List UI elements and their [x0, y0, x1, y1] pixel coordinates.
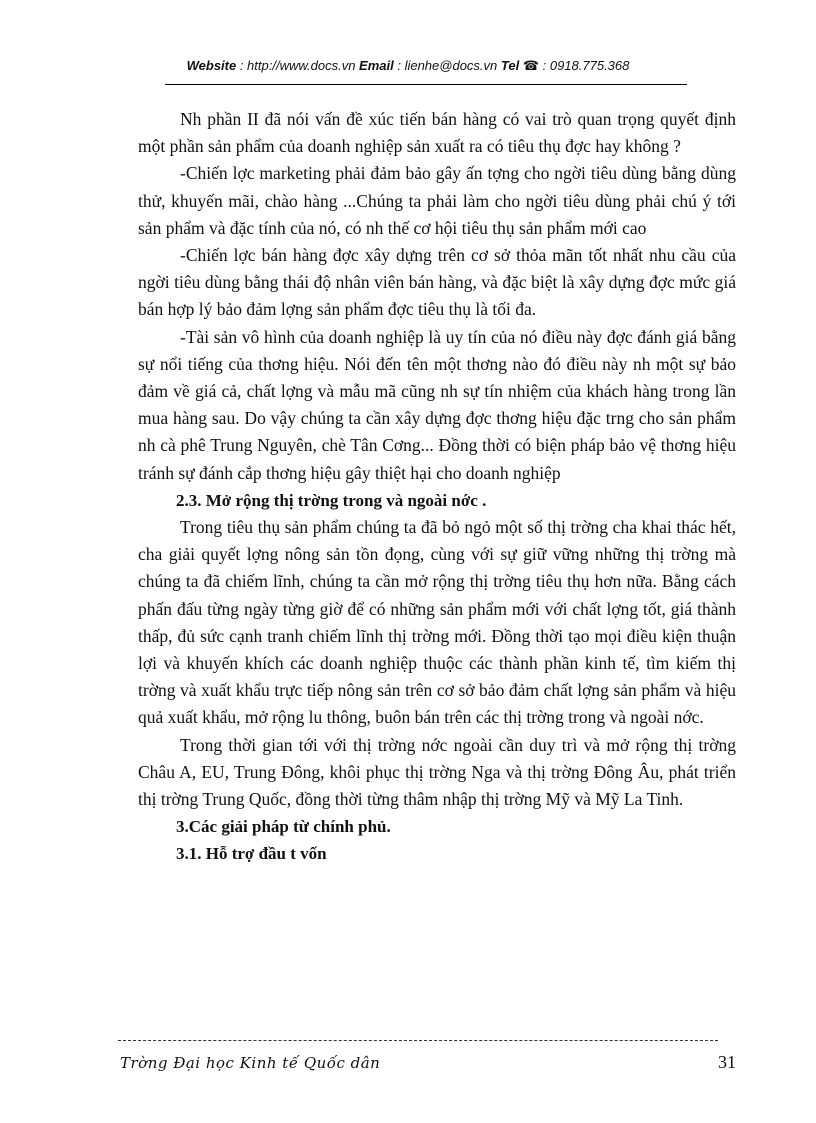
- section-heading-2-3: 2.3. Mở rộng thị trờng trong và ngoài nớc .: [176, 490, 487, 510]
- paragraph-brand: -Tài sản vô hình của doanh nghiệp là uy tín của nó điều này đợc đánh giá bằng sự nổi tiếng của thơng hiệu. Nói đến tên một thơng nào đó điều này nh một sự bảo đảm về giá cả, chất lợng và mẫu mã cũng nh sự tín nhiệm của khách hàng trong lần mua hàng sau. Do vậy chúng ta cần xây dựng đợc thơng hiệu đặc trng cho sản phẩm nh cà phê Trung Nguyên, chè Tân Cơng... Đồng thời có biện pháp bảo vệ thơng hiệu tránh sự đánh cắp thơng hiệu gây thiệt hại cho doanh nghiệp: [138, 326, 736, 483]
- email-label: Email: [359, 58, 394, 73]
- header-rule: [165, 84, 687, 85]
- page-body: [138, 106, 736, 868]
- section-heading-3-1: 3.1. Hỗ trợ đầu t vốn: [176, 844, 327, 864]
- page-header: [0, 58, 816, 74]
- section-heading-3: 3.Các giải pháp từ chính phủ.: [176, 817, 391, 837]
- tel-label: Tel: [500, 58, 520, 73]
- paragraph-foreign-markets: Trong thời gian tới với thị trờng nớc ngoài cần duy trì và mở rộng thị trờng Châu A, EU, Trung Đông, khôi phục thị trờng Nga và thị trờng Đông Âu, phát triển thị trờng Trung Quốc, đồng thời từng thâm nhập thị trờng Mỹ và Mỹ La Tinh.: [138, 734, 736, 810]
- tel-value: ☎ : 0918.775.368: [519, 58, 630, 73]
- page-number: 31: [718, 1052, 736, 1072]
- paragraph-marketing-strategy: -Chiến lợc marketing phải đảm bảo gây ấn tợng cho ngời tiêu dùng bằng dùng thử, khuyến mãi, chào hàng ...Chúng ta phải làm cho ngời tiêu dùng phải chú ý tới sản phẩm và đặc tính của nó, có nh thế cơ hội tiêu thụ sản phẩm mới cao: [138, 163, 736, 238]
- footer-university: Trờng Đại học Kinh tế Quốc dân: [120, 1054, 381, 1072]
- footer-rule: [118, 1040, 718, 1041]
- website-value: : http://www.docs.vn: [236, 58, 360, 73]
- email-value: : lienhe@docs.vn: [393, 58, 501, 73]
- paragraph-intro: Nh phần II đã nói vấn đề xúc tiến bán hàng có vai trò quan trọng quyết định một phần sản phẩm của doanh nghiệp sản xuất ra có tiêu thụ đợc hay không ?: [138, 109, 736, 157]
- paragraph-sales-strategy: -Chiến lợc bán hàng đợc xây dựng trên cơ sở thỏa mãn tốt nhất nhu cầu của ngời tiêu dùng bằng thái độ nhân viên bán hàng, và đặc biệt là xây dựng đợc mức giá bán hợp lý bảo đảm lợng sản phẩm đợc tiêu thụ là tối đa.: [138, 245, 736, 320]
- paragraph-market-expansion: Trong tiêu thụ sản phẩm chúng ta đã bỏ ngỏ một số thị trờng cha khai thác hết, cha giải quyết lợng nông sản tồn đọng, cùng với sự giữ vững những thị trờng mà chúng ta đã chiếm lĩnh, chúng ta cần mở rộng thị trờng tiêu thụ hơn nữa. Bằng cách phấn đấu từng ngày từng giờ để có những sản phẩm mới với chất lợng tốt, giá thành thấp, đủ sức cạnh tranh chiếm lĩnh thị trờng mới. Đồng thời tạo mọi điều kiện thuận lợi và khuyến khích các doanh nghiệp thuộc các thành phần kinh tế, tìm kiếm thị trờng và xuất khẩu trực tiếp nông sản trên cơ sở bảo đảm chất lợng sản phẩm và hiệu quả xuất khẩu, mở rộng lu thông, buôn bán trên các thị trờng trong và ngoài nớc.: [138, 517, 736, 728]
- website-label: Website: [186, 58, 237, 73]
